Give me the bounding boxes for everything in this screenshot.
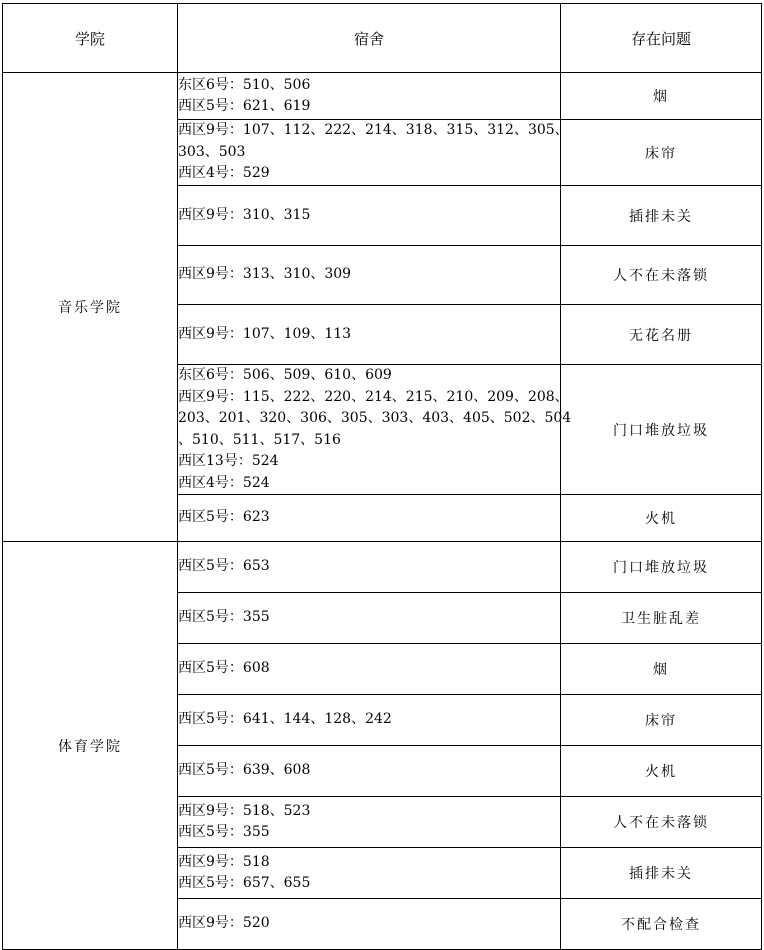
dorm-line: 西区4号：529 <box>178 165 270 182</box>
dorm-line: 西区5号：653 <box>178 558 270 575</box>
problem-cell: 人不在未落锁 <box>561 797 762 848</box>
dorm-line: 西区5号：621、619 <box>178 98 311 114</box>
dorm-cell <box>178 120 569 186</box>
dorm-cell <box>178 899 561 950</box>
problem-cell: 卫生脏乱差 <box>561 593 762 644</box>
header-college: 学院 <box>3 4 178 73</box>
dorm-cell <box>178 644 561 695</box>
college-cell: 音乐学院 <box>3 73 178 542</box>
dorm-line: 西区9号：520 <box>178 915 270 932</box>
dorm-line: 西区5号：623 <box>178 509 270 526</box>
problem-cell: 人不在未落锁 <box>561 246 762 305</box>
dorm-line: 东区6号：510、506 <box>178 76 311 93</box>
dorm-line: 西区13号：524 <box>178 453 279 469</box>
dorm-line: 西区9号：107、112、222、214、318、315、312、305、 <box>178 122 569 139</box>
dorm-line: 西区5号：657、655 <box>178 875 311 891</box>
problem-cell: 火机 <box>561 746 762 797</box>
dorm-cell <box>178 186 561 246</box>
dorm-line: 西区9号：115、222、220、214、215、210、209、208、 <box>178 388 569 405</box>
dorm-line: 203、201、320、306、305、303、403、405、502、504 <box>178 410 572 426</box>
college-cell: 体育学院 <box>3 542 178 950</box>
dorm-line: 303、503 <box>178 143 246 160</box>
dorm-cell <box>178 542 561 593</box>
dorm-cell <box>178 848 561 899</box>
table-row <box>3 542 762 593</box>
dorm-line: 西区5号：639、608 <box>178 762 311 779</box>
problem-cell: 火机 <box>561 495 762 542</box>
dorm-cell <box>178 365 572 495</box>
header-row <box>3 4 762 73</box>
dorm-line: 西区9号：107、109、113 <box>178 325 352 342</box>
dorm-line: 西区9号：518、523 <box>178 802 311 819</box>
dorm-line: 西区9号：518 <box>178 853 270 870</box>
dorm-cell <box>178 246 561 305</box>
dorm-cell <box>178 593 561 644</box>
inspection-table <box>2 3 762 950</box>
dorm-line: 西区5号：355 <box>178 824 270 840</box>
problem-cell: 烟 <box>561 73 762 120</box>
dorm-line: 、510、511、517、516 <box>178 431 341 448</box>
problem-cell: 烟 <box>561 644 762 695</box>
dorm-cell <box>178 797 561 848</box>
dorm-line: 西区9号：310、315 <box>178 206 311 223</box>
problem-cell: 门口堆放垃圾 <box>561 365 762 495</box>
problem-cell: 插排未关 <box>561 848 762 899</box>
table-row <box>3 73 762 120</box>
problem-cell: 床帘 <box>561 120 762 186</box>
problem-cell: 床帘 <box>561 695 762 746</box>
problem-cell: 门口堆放垃圾 <box>561 542 762 593</box>
dorm-cell <box>178 73 561 120</box>
problem-cell: 插排未关 <box>561 186 762 246</box>
dorm-cell <box>178 495 561 542</box>
problem-cell: 无花名册 <box>561 305 762 365</box>
dorm-line: 西区5号：608 <box>178 660 270 677</box>
dorm-line: 西区5号：355 <box>178 609 270 626</box>
problem-cell: 不配合检查 <box>561 899 762 950</box>
dorm-line: 东区6号：506、509、610、609 <box>178 367 392 383</box>
dorm-line: 西区5号：641、144、128、242 <box>178 711 392 728</box>
dorm-cell <box>178 746 561 797</box>
dorm-cell <box>178 305 561 365</box>
table-body <box>3 73 762 950</box>
dorm-line: 西区9号：313、310、309 <box>178 266 352 283</box>
dorm-line: 西区4号：524 <box>178 474 270 491</box>
dorm-cell <box>178 695 561 746</box>
header-problem: 存在问题 <box>561 4 762 73</box>
header-dorm: 宿舍 <box>178 4 561 73</box>
